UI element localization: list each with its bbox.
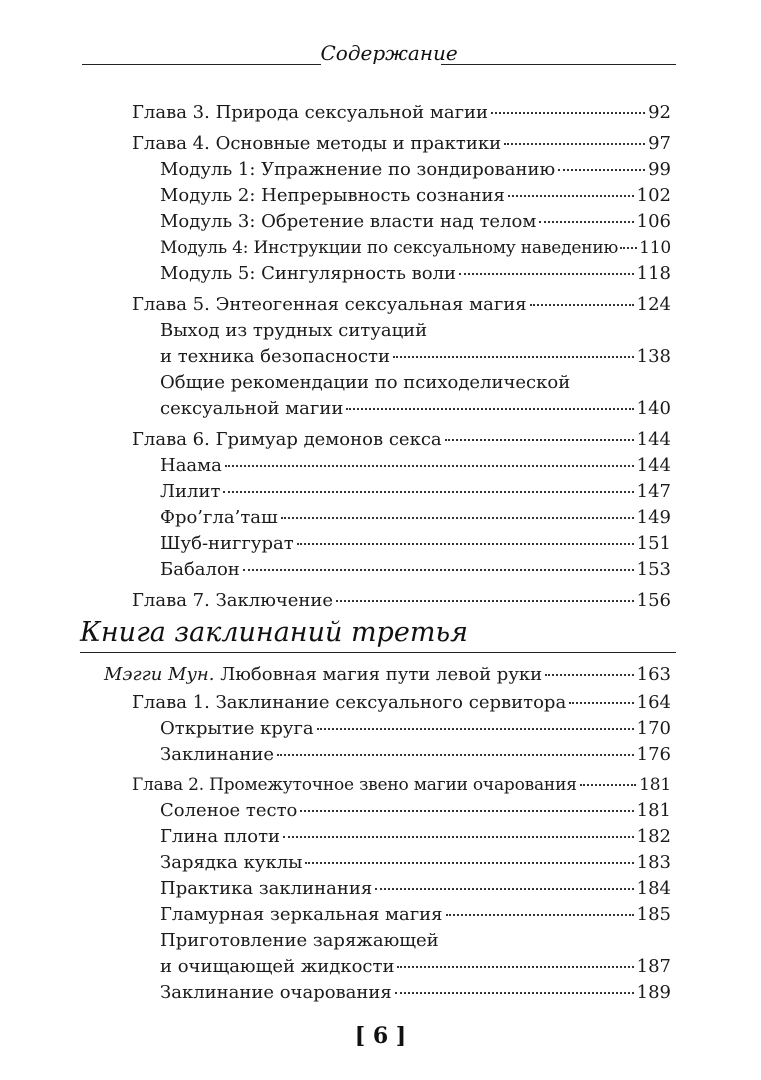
running-header (0, 38, 761, 78)
toc-entry-mirror[interactable] (160, 902, 671, 928)
toc-page-number: 110 (639, 238, 671, 258)
toc-entry-label: Практика заклинания (160, 878, 373, 899)
toc-entry-label: Глава 7. Заключение (132, 590, 334, 611)
toc-page-number: 149 (636, 507, 671, 528)
toc-entry-label: и техника безопасности (160, 346, 391, 367)
toc-entry-label: Гламурная зеркальная магия (160, 904, 443, 925)
toc-entry-label: Зарядка куклы (160, 852, 303, 873)
toc-page-number: 92 (648, 102, 671, 123)
toc-page-number: 118 (636, 263, 671, 284)
toc-page-number: 187 (636, 956, 671, 977)
toc-entry-module-1[interactable] (160, 157, 671, 183)
toc-page-number: 144 (636, 455, 671, 476)
toc-page-number: 156 (636, 590, 671, 611)
toc-entry-label: Соленое тесто (160, 800, 298, 821)
toc-entry-part[interactable] (104, 662, 671, 688)
toc-page-number: 185 (636, 904, 671, 925)
dot-leader (375, 888, 633, 890)
dot-leader (530, 304, 634, 306)
toc-entry-frog[interactable] (160, 505, 671, 531)
dot-leader (558, 169, 645, 171)
dot-leader (223, 491, 633, 493)
dot-leader (281, 517, 634, 519)
dot-leader (569, 702, 633, 704)
toc-entry-module-2[interactable] (160, 183, 671, 209)
toc-page-number: 99 (648, 159, 671, 180)
toc-entry-label: Шуб-ниггурат (160, 533, 294, 554)
toc-entry-dough[interactable] (160, 798, 671, 824)
dot-leader (580, 784, 636, 786)
toc-page-number: 163 (636, 664, 671, 685)
toc-entry-charm[interactable] (160, 980, 671, 1006)
toc-entry-circle[interactable] (160, 716, 671, 742)
dot-leader (620, 247, 637, 249)
dot-leader (283, 836, 634, 838)
toc-entry-label: Бабалон (160, 559, 240, 580)
toc-entry-module-5[interactable] (160, 261, 671, 287)
toc-entry-recommendations[interactable] (160, 396, 671, 422)
dot-leader (277, 754, 634, 756)
toc-entry-label: Модуль 2: Непрерывность сознания (160, 185, 505, 206)
toc-page-number: 182 (636, 826, 671, 847)
toc-page-number: 181 (639, 775, 671, 795)
toc-entry-label: и очищающей жидкости (160, 956, 395, 977)
toc-entry-label: Фро’гла’таш (160, 507, 278, 528)
dot-leader (491, 112, 645, 114)
dot-leader (346, 408, 633, 410)
toc-entry-label: Открытие круга (160, 718, 314, 739)
toc-entry-label: Модуль 3: Обретение власти над телом (160, 211, 537, 232)
book-heading-rule (80, 652, 676, 653)
toc-page-number: 97 (648, 133, 671, 154)
toc-entry-label: Модуль 1: Упражнение по зондированию (160, 159, 556, 180)
toc-entry-shub[interactable] (160, 531, 671, 557)
dot-leader (445, 439, 634, 441)
toc-entry-label: Глава 6. Гримуар демонов секса (132, 429, 442, 450)
toc-entry-liquid[interactable] (160, 954, 671, 980)
toc-page-number: 183 (636, 852, 671, 873)
toc-entry-label: Глава 1. Заклинание сексуального сервитора (132, 692, 567, 713)
toc-entry-chapter-5[interactable] (132, 292, 671, 318)
toc-entry-safety[interactable] (160, 344, 671, 370)
toc-entry-label: Модуль 5: Сингулярность воли (160, 263, 457, 284)
toc-entry-label: Глина плоти (160, 826, 281, 847)
toc-entry-chapter-7[interactable] (132, 588, 671, 614)
dot-leader (393, 356, 634, 358)
toc-page-number: 170 (636, 718, 671, 739)
toc-entry-label: Наама (160, 455, 222, 476)
toc-entry-chapter-3[interactable] (132, 100, 671, 126)
toc-entry-label: Глава 3. Природа сексуальной магии (132, 102, 489, 123)
toc-entry-babalon[interactable] (160, 557, 671, 583)
toc-entry-module-3[interactable] (160, 209, 671, 235)
toc-entry-doll[interactable] (160, 850, 671, 876)
toc-entry-label-line[interactable]: Общие рекомендации по психоделической (160, 372, 571, 393)
dot-leader (545, 674, 633, 676)
toc-entry-chapter-6[interactable] (132, 427, 671, 453)
toc-page-number: 184 (636, 878, 671, 899)
toc-page-number: 176 (636, 744, 671, 765)
toc-page-number: 151 (636, 533, 671, 554)
toc-entry-label: Глава 2. Промежуточное звено магии очарования (132, 775, 577, 795)
toc-entry-practice[interactable] (160, 876, 671, 902)
dot-leader (297, 543, 634, 545)
dot-leader (539, 221, 633, 223)
toc-entry-label: Заклинание (160, 744, 275, 765)
toc-page-number: 124 (636, 294, 671, 315)
toc-entry-label: сексуальной магии (160, 398, 344, 419)
toc-entry-b3-chapter-2[interactable] (132, 772, 671, 798)
author-name: Мэгги Мун. (104, 664, 215, 685)
dot-leader (397, 966, 633, 968)
toc-entry-naama[interactable] (160, 453, 671, 479)
toc-page-number: 102 (636, 185, 671, 206)
toc-page-number: 144 (636, 429, 671, 450)
toc-entry-label: Глава 4. Основные методы и практики (132, 133, 502, 154)
toc-page-number: 181 (636, 800, 671, 821)
page-number: [ 6 ] (354, 1023, 407, 1049)
dot-leader (446, 914, 634, 916)
toc-entry-label (104, 662, 542, 688)
dot-leader (336, 600, 634, 602)
dot-leader (504, 143, 645, 145)
toc-entry-label: Лилит (160, 481, 221, 502)
dot-leader (317, 728, 634, 730)
toc-page-number: 164 (636, 692, 671, 713)
toc-page-number: 140 (636, 398, 671, 419)
toc-page-number: 153 (636, 559, 671, 580)
toc-entry-label: Глава 5. Энтеогенная сексуальная магия (132, 294, 527, 315)
dot-leader (305, 862, 633, 864)
toc-entry-label-line[interactable]: Приготовление заряжающей (160, 930, 439, 951)
dot-leader (508, 195, 634, 197)
book-heading: Книга заклинаний третья (80, 617, 468, 648)
dot-leader (300, 810, 633, 812)
toc-entry-spell[interactable] (160, 742, 671, 768)
dot-leader (243, 569, 634, 571)
dot-leader (225, 465, 634, 467)
toc-entry-b3-chapter-1[interactable] (132, 690, 671, 716)
toc-page-number: 106 (636, 211, 671, 232)
dot-leader (395, 992, 634, 994)
toc-page-number: 189 (636, 982, 671, 1003)
dot-leader (459, 273, 634, 275)
toc-page-number: 147 (636, 481, 671, 502)
toc-entry-label-line[interactable]: Выход из трудных ситуаций (160, 320, 428, 341)
part-title: Любовная магия пути левой руки (220, 664, 543, 685)
toc-entry-lilit[interactable] (160, 479, 671, 505)
toc-entry-module-4[interactable] (160, 235, 671, 261)
running-title: Содержание (321, 38, 441, 68)
toc-entry-label: Модуль 4: Инструкции по сексуальному наведению (160, 238, 619, 258)
toc-entry-label: Заклинание очарования (160, 982, 392, 1003)
toc-page-number: 138 (636, 346, 671, 367)
toc-entry-clay[interactable] (160, 824, 671, 850)
toc-entry-chapter-4[interactable] (132, 131, 671, 157)
